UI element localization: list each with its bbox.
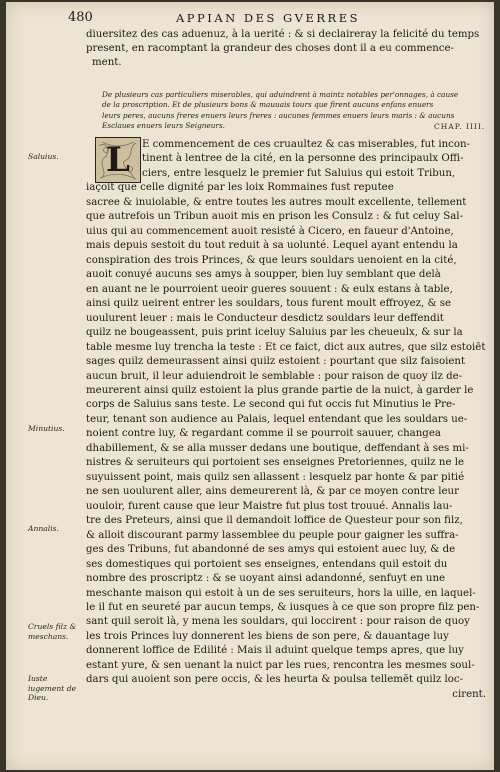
text-line: estant yure, & sen uenant la nuict par les rues, rencontra les mesmes soul- bbox=[86, 659, 475, 671]
text-line: en auant ne le pourroient ueoir gueres souuent : & eulx estans à table, bbox=[86, 283, 453, 295]
marginal-note-divine-judgment: Iuste iugement de Dieu. bbox=[28, 674, 77, 702]
text-line: uius qui au commencement auoit resisté à Cicero, en faueur d'Antoine, bbox=[86, 225, 454, 237]
text-line: ne sen uoulurent aller, ains demeurerent là, & par ce moyen contre leur bbox=[86, 486, 459, 498]
marginal-note-cruel-son: Cruels filz & meschans. bbox=[28, 622, 77, 641]
text-line: aucun bruit, il leur aduiendroit le semblable : pour raison de quoy ilz de- bbox=[86, 370, 463, 382]
text-line: le il fut en seureté par aucun temps, & iusques à ce que son propre filz pen- bbox=[86, 602, 480, 613]
text-line: les trois Princes luy donnerent les biens de son pere, & dauantage luy bbox=[86, 630, 449, 642]
text-line: tre des Preteurs, ainsi que il demandoit loffice de Questeur pour son filz, bbox=[86, 515, 463, 527]
text-line: dars qui auoient son pere occis, & les heurta & poulsa tellemēt quilz loc- bbox=[86, 674, 464, 686]
marginal-note-annalis: Annalis. bbox=[28, 524, 59, 533]
text-line: present, en racomptant la grandeur des choses dont il a eu commence- bbox=[86, 43, 454, 55]
main-text bbox=[86, 138, 492, 702]
text-line: corps de Saluius sans teste. Le second qui fut occis fut Minutius le Pre- bbox=[86, 399, 456, 411]
chapter-label: CHAP. IIII. bbox=[434, 122, 486, 131]
text-line: sages quilz demeurassent ainsi quilz estoient : pourtant que silz faisoient bbox=[86, 356, 466, 368]
summary-line: leurs peres, aucuns freres enuers leurs freres : aucunes femmes enuers leurs maris : & aucuns bbox=[102, 110, 455, 120]
text-line: sant quil seroit là, y mena les souldars, qui loccirent : pour raison de quoy bbox=[86, 616, 470, 628]
continuation-paragraph bbox=[86, 28, 492, 71]
text-line: uoulurent leuer : mais le Conducteur desdictz souldars leur deffendit bbox=[86, 312, 444, 324]
marginal-note-minutius: Minutius. bbox=[28, 424, 65, 433]
text-line: suyuissent point, mais quilz sen allassent : lesquelz par honte & par pitié bbox=[86, 471, 465, 483]
text-line: ciers, entre lesquelz le premier fut Saluius qui estoit Tribun, bbox=[142, 167, 456, 179]
text-line: teur, tenant son audience au Palais, lequel entendant que les souldars ue- bbox=[86, 413, 468, 425]
drop-cap-letter: L bbox=[106, 140, 130, 180]
text-line: cirent. bbox=[452, 688, 486, 700]
text-line: nombre des proscriptz : & se uoyant ainsi adandonné, senfuyt en une bbox=[86, 573, 446, 585]
text-line: mais depuis sestoit du tout reduit à sa uolunté. Lequel ayant entendu la bbox=[86, 240, 458, 252]
text-line: conspiration des trois Princes, & que leurs souldars uenoient en la cité, bbox=[86, 254, 457, 266]
text-line: que autrefois un Tribun auoit mis en prison les Consulz : & fut celuy Sal- bbox=[86, 211, 463, 223]
running-title: APPIAN DES GVERRES bbox=[176, 11, 360, 25]
text-line: quilz ne bougeassent, puis print iceluy Saluius par les cheueulx, & sur la bbox=[86, 327, 463, 339]
summary-line: de la proscription. Et de plusieurs bons & mauuais tours que firent aucuns enfans enuers bbox=[102, 100, 434, 110]
text-line: nistres & seruiteurs qui portoient ses enseignes Pretoriennes, quilz ne le bbox=[86, 457, 465, 469]
text-line: ges des Tribuns, fut abandonné de ses amys qui estoient auec luy, & de bbox=[86, 544, 456, 556]
text-line: uouloir, furent cause que leur Maistre fut plus tost trouué. Annalis lau- bbox=[86, 500, 453, 512]
book-page bbox=[6, 2, 494, 770]
summary-line: Esclaues enuers leurs Seigneurs. bbox=[102, 121, 226, 131]
text-line: ainsi quilz ueirent entrer les souldars, tous furent moult effroyez, & se bbox=[86, 298, 452, 310]
text-line: dhabillement, & se alla musser dedans une boutique, deffendant à ses mi- bbox=[86, 442, 469, 454]
text-line: auoit conuyé aucuns ses amys à soupper, bien luy semblant que delà bbox=[86, 269, 441, 281]
text-line: sacree & inuiolable, & entre toutes les autres moult excellente, tellement bbox=[86, 196, 467, 208]
marginal-note-saluius: Saluius. bbox=[28, 152, 59, 161]
text-line: ment. bbox=[92, 57, 122, 69]
summary-line: De plusieurs cas particuliers miserables, qui aduindrent à maintz notables per'onnages, à cause bbox=[102, 90, 459, 99]
text-line: iaçoit que celle dignité par les loix Rommaines fust reputee bbox=[86, 182, 394, 194]
page-number: 480 bbox=[68, 10, 93, 25]
text-line: E commencement de ces cruaultez & cas miserables, fut incon- bbox=[142, 139, 470, 150]
text-line: ses domestiques qui portoient ses enseignes, entendans quil estoit du bbox=[86, 558, 448, 570]
text-line: donnerent loffice de Edilité : Mais il aduint quelque temps apres, que luy bbox=[86, 645, 464, 657]
text-line: table mesme luy trencha la teste : Et ce faict, dict aux autres, que silz estoiēt bbox=[86, 341, 486, 353]
text-line: tinent à lentree de la cité, en la personne des principaulx Offi- bbox=[142, 153, 464, 165]
text-line: meschante maison qui estoit à un de ses seruiteurs, hors la uille, en laquel- bbox=[86, 587, 476, 599]
text-line: & alloit discourant parmy lassemblee du peuple pour gaigner les suffra- bbox=[86, 529, 459, 541]
text-line: noient contre luy, & regardant comme il se pourroit sauuer, changea bbox=[86, 428, 441, 440]
text-line: meurerent ainsi quilz estoient la plus grande partie de la nuict, à garder le bbox=[86, 384, 474, 396]
text-line: diuersitez des cas aduenuz, à la uerité : & si declaireray la felicité du temps bbox=[86, 29, 480, 40]
